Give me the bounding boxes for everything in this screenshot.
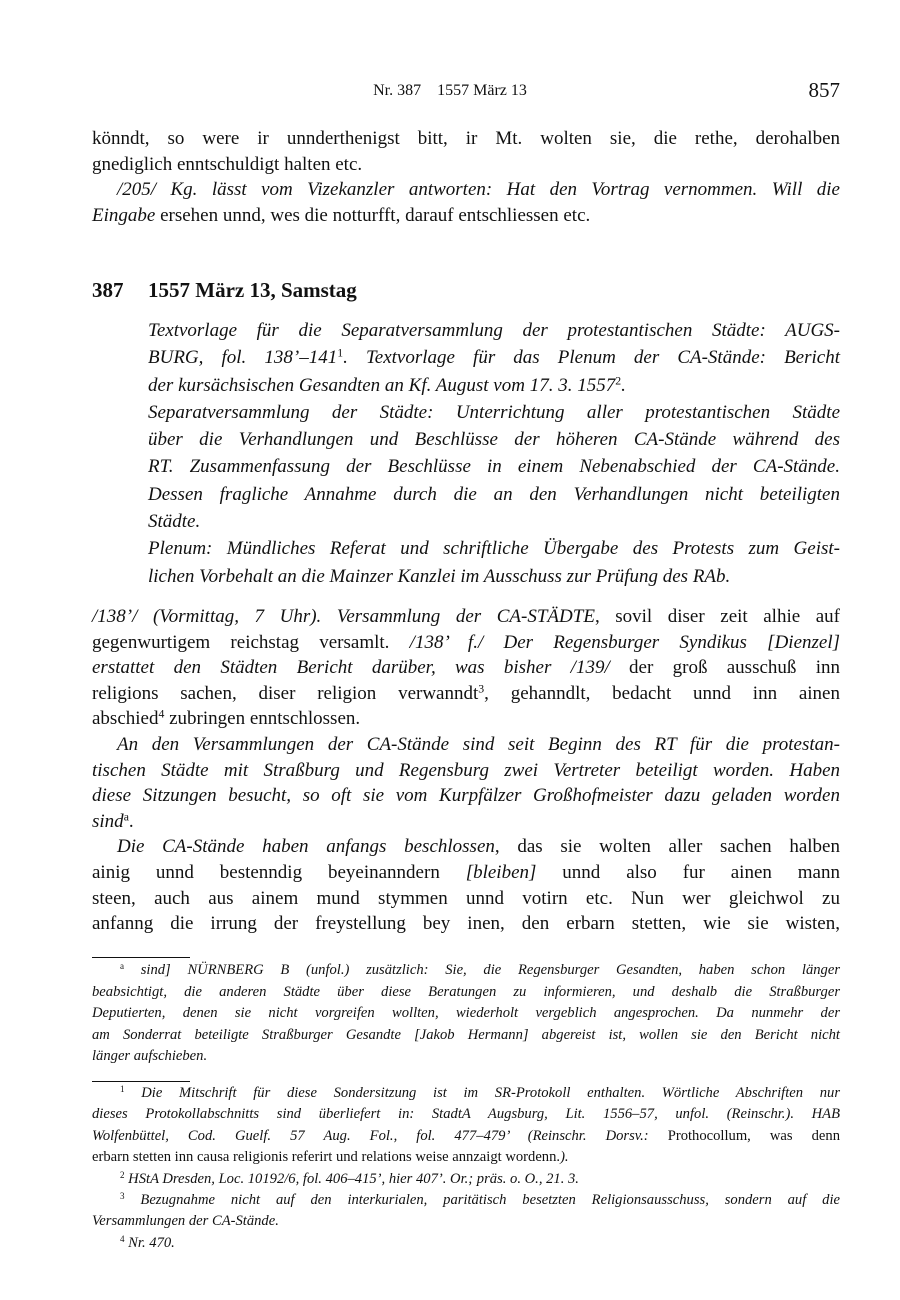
editorial-text: Textvorlage für die Separatversammlung der protestantischen Städte: AUGS-: [148, 320, 840, 341]
editorial-text: /205/ Kg. lässt vom Vizekanzler antworten: Hat den Vortrag vernommen. Will die: [117, 179, 840, 200]
text-line: [148, 399, 840, 426]
editorial-text: diese Sitzungen besucht, so oft sie vom Kurpfälzer Großhofmeister dazu geladen worden: [92, 785, 840, 807]
text-line: [148, 535, 840, 562]
editorial-text: Separatversammlung der Städte: Unterrichtung aller protestantischen Städte: [148, 401, 840, 423]
editorial-text: erstattet den Städten Bericht darüber, was bisher /139/: [92, 657, 610, 679]
text-line: [92, 960, 840, 982]
page-number: 857: [808, 78, 840, 102]
source-text: , sovil diser zeit alhie auf: [594, 606, 840, 627]
footnote-marker[interactable]: a: [120, 961, 125, 972]
source-text: anfanng die irrung der freystellung bey inen, den erbarn stetten, wie sie wisten,: [92, 913, 840, 935]
editorial-text: dieses Protokollabschnitts sind überliefert in: StadtA Augsburg, Lit. 1556–57, unfol. (Reinschr.). HAB: [92, 1106, 840, 1123]
editorial-text: am Sonderrat beteiligte Straßburger Gesandte [Jakob Hermann] abgereist ist, wollen sie den Bericht nicht: [92, 1026, 840, 1043]
text-line: [92, 126, 840, 152]
footnote-marker[interactable]: 3: [120, 1191, 125, 1202]
editorial-text: Dessen fragliche Annahme durch die an den Verhandlungen nicht beteiligten: [148, 483, 840, 505]
editorial-text: länger aufschieben.: [92, 1048, 208, 1064]
text-line: [92, 1190, 840, 1211]
source-text: abschied: [92, 708, 159, 730]
text-line: [92, 655, 840, 681]
editorial-text: .: [621, 374, 626, 396]
text-line: [92, 630, 840, 656]
editorial-text: Städte.: [148, 511, 201, 533]
text-line: [92, 1025, 840, 1047]
text-line: [92, 1211, 840, 1232]
running-title: Nr. 387 1557 März 13: [373, 82, 527, 99]
editorial-text: Versammlungen der CA-Stände.: [92, 1213, 279, 1230]
source-text: religions sachen, diser religion verwanndt: [92, 682, 479, 704]
editorial-text: Die CA-Stände haben anfangs beschlossen: [117, 836, 495, 858]
source-text: gegenwurtigem reichstag versamlt.: [92, 631, 410, 653]
source-text: , gehanndlt, bedacht unnd inn ainen: [484, 682, 840, 704]
footnote-marker[interactable]: 2: [615, 374, 622, 388]
page-header: [0, 80, 900, 106]
editorial-text: Nr. 470.: [124, 1234, 175, 1251]
text-line: [92, 860, 840, 886]
source-text: unnd also fur ainen mann: [536, 861, 840, 883]
text-line: [92, 706, 840, 732]
text-line: [92, 1233, 840, 1254]
source-text: .: [128, 810, 134, 832]
editorial-text: An den Versammlungen der CA-Stände sind seit Beginn des RT für die protestan-: [117, 733, 840, 755]
text-line: [92, 1003, 840, 1025]
editorial-text: Eingabe: [92, 204, 156, 226]
source-text: könndt, so were ir unnderthenigst bitt, ir Mt. wolten sie, die rethe, derohalben: [92, 128, 840, 149]
text-line: [92, 886, 840, 912]
source-text: zubringen enntschlossen.: [164, 708, 361, 730]
source-text: erbarn stetten inn causa religionis referirt und relations weise annzaigt wordenn.: [92, 1149, 561, 1166]
abstract-block: [148, 317, 840, 590]
text-line: [92, 1104, 840, 1125]
footnote-marker[interactable]: 3: [478, 682, 485, 696]
text-line: [92, 152, 840, 178]
document-number: 387: [92, 278, 124, 302]
text-line: [148, 344, 840, 371]
text-line: [92, 783, 840, 809]
footnote-marker[interactable]: 1: [337, 346, 344, 360]
text-line: [92, 177, 840, 203]
text-line: [92, 982, 840, 1004]
footnote-divider: [92, 1081, 190, 1082]
source-text: , das sie wolten aller sachen halben: [494, 836, 840, 858]
footnote-marker[interactable]: 4: [158, 707, 165, 721]
footnote-marker[interactable]: 1: [120, 1084, 125, 1095]
text-line: [92, 911, 840, 937]
text-line: [92, 203, 840, 229]
editorial-text: [bleiben]: [465, 861, 537, 883]
editorial-text: der kursächsischen Gesandten an Kf. August vom 17. 3. 1557: [148, 374, 616, 396]
editorial-text: über die Verhandlungen und Beschlüsse der höheren CA-Stände während des: [148, 429, 840, 451]
continuation-paragraph: [92, 126, 840, 228]
text-line: [148, 453, 840, 480]
editorial-text: Die Mitschrift für diese Sondersitzung ist im SR-Protokoll enthalten. Wörtliche Abschriften nur: [124, 1085, 840, 1101]
text-line: [148, 508, 840, 535]
text-line: [92, 1169, 840, 1190]
source-text: steen, auch aus ainem mund stymmen unnd votirn etc. Nun wer gleichwol zu: [92, 887, 840, 909]
text-line: [92, 834, 840, 860]
editorial-text: HStA Dresden, Loc. 10192/6, fol. 406–415’, hier 407’. Or.; präs. o. O., 21. 3.: [124, 1170, 579, 1187]
editorial-text: tischen Städte mit Straßburg und Regensburg zwei Vertreter beteiligt worden. Haben: [92, 759, 840, 781]
editorial-text: Bezugnahme nicht auf den interkurialen, paritätisch besetzten Religionsausschuss, sondern auf die: [124, 1192, 840, 1209]
text-line: [148, 426, 840, 453]
editorial-text: beabsichtigt, die anderen Städte über diese Beratungen zu informieren, und deshalb die Straßburger: [92, 983, 840, 1000]
text-critical-footnotes: [92, 960, 840, 1068]
editorial-text: /138’/ (Vormittag, 7 Uhr). Versammlung der CA-STÄDTE: [92, 606, 595, 627]
footnote-divider: [92, 957, 190, 958]
editorial-text: Deputierten, denen sie nicht vorgreifen wollten, wiederholt vergeblich angesprochen. Da nunmehr der: [92, 1005, 840, 1021]
source-footnotes: [92, 1083, 840, 1254]
editorial-text: Wolfenbüttel, Cod. Guelf. 57 Aug. Fol., fol. 477–479’ (Reinschr. Dorsv.:: [92, 1127, 649, 1144]
source-text: ersehen unnd, wes die notturfft, darauf entschliessen etc.: [155, 204, 591, 226]
document-date: 1557 März 13, Samstag: [148, 278, 357, 302]
source-text: ainig unnd bestenndig beyeinanndern: [92, 861, 466, 883]
text-line: [148, 317, 840, 344]
text-line: [148, 481, 840, 508]
text-line: [92, 681, 840, 707]
text-line: [92, 604, 840, 630]
text-line: [92, 1046, 840, 1068]
editorial-text: . Textvorlage für das Plenum der CA-Stände: Bericht: [343, 347, 840, 369]
source-text: gnediglich enntschuldigt halten etc.: [92, 153, 363, 175]
editorial-text: sind] NÜRNBERG B (unfol.) zusätzlich: Sie, die Regensburger Gesandten, haben schon länger: [124, 962, 840, 978]
text-line: [148, 372, 840, 399]
editorial-text: Plenum: Mündliches Referat und schriftliche Übergabe des Protests zum Geist-: [148, 538, 840, 560]
text-line: [92, 758, 840, 784]
editorial-text: BURG, fol. 138’–141: [148, 347, 338, 369]
text-line: [92, 1126, 840, 1147]
main-text: [92, 604, 840, 937]
footnote-marker[interactable]: a: [123, 810, 129, 824]
footnote-marker[interactable]: 4: [120, 1233, 125, 1244]
source-text: Prothocollum, was denn: [648, 1127, 840, 1144]
editorial-text: /138’ f./ Der Regensburger Syndikus [Dienzel]: [409, 631, 840, 653]
editorial-text: lichen Vorbehalt an die Mainzer Kanzlei im Ausschuss zur Prüfung des RAb.: [148, 565, 731, 587]
text-line: [92, 732, 840, 758]
editorial-text: RT. Zusammenfassung der Beschlüsse in einem Nebenabschied der CA-Stände.: [148, 456, 840, 478]
text-line: [148, 563, 840, 590]
text-line: [92, 1147, 840, 1168]
text-line: [92, 1083, 840, 1104]
document-heading: [92, 278, 840, 303]
editorial-text: ).: [560, 1149, 569, 1166]
source-text: der groß ausschuß inn: [609, 657, 840, 679]
text-line: [92, 809, 840, 835]
footnote-marker[interactable]: 2: [120, 1169, 125, 1180]
editorial-text: sind: [92, 810, 124, 832]
